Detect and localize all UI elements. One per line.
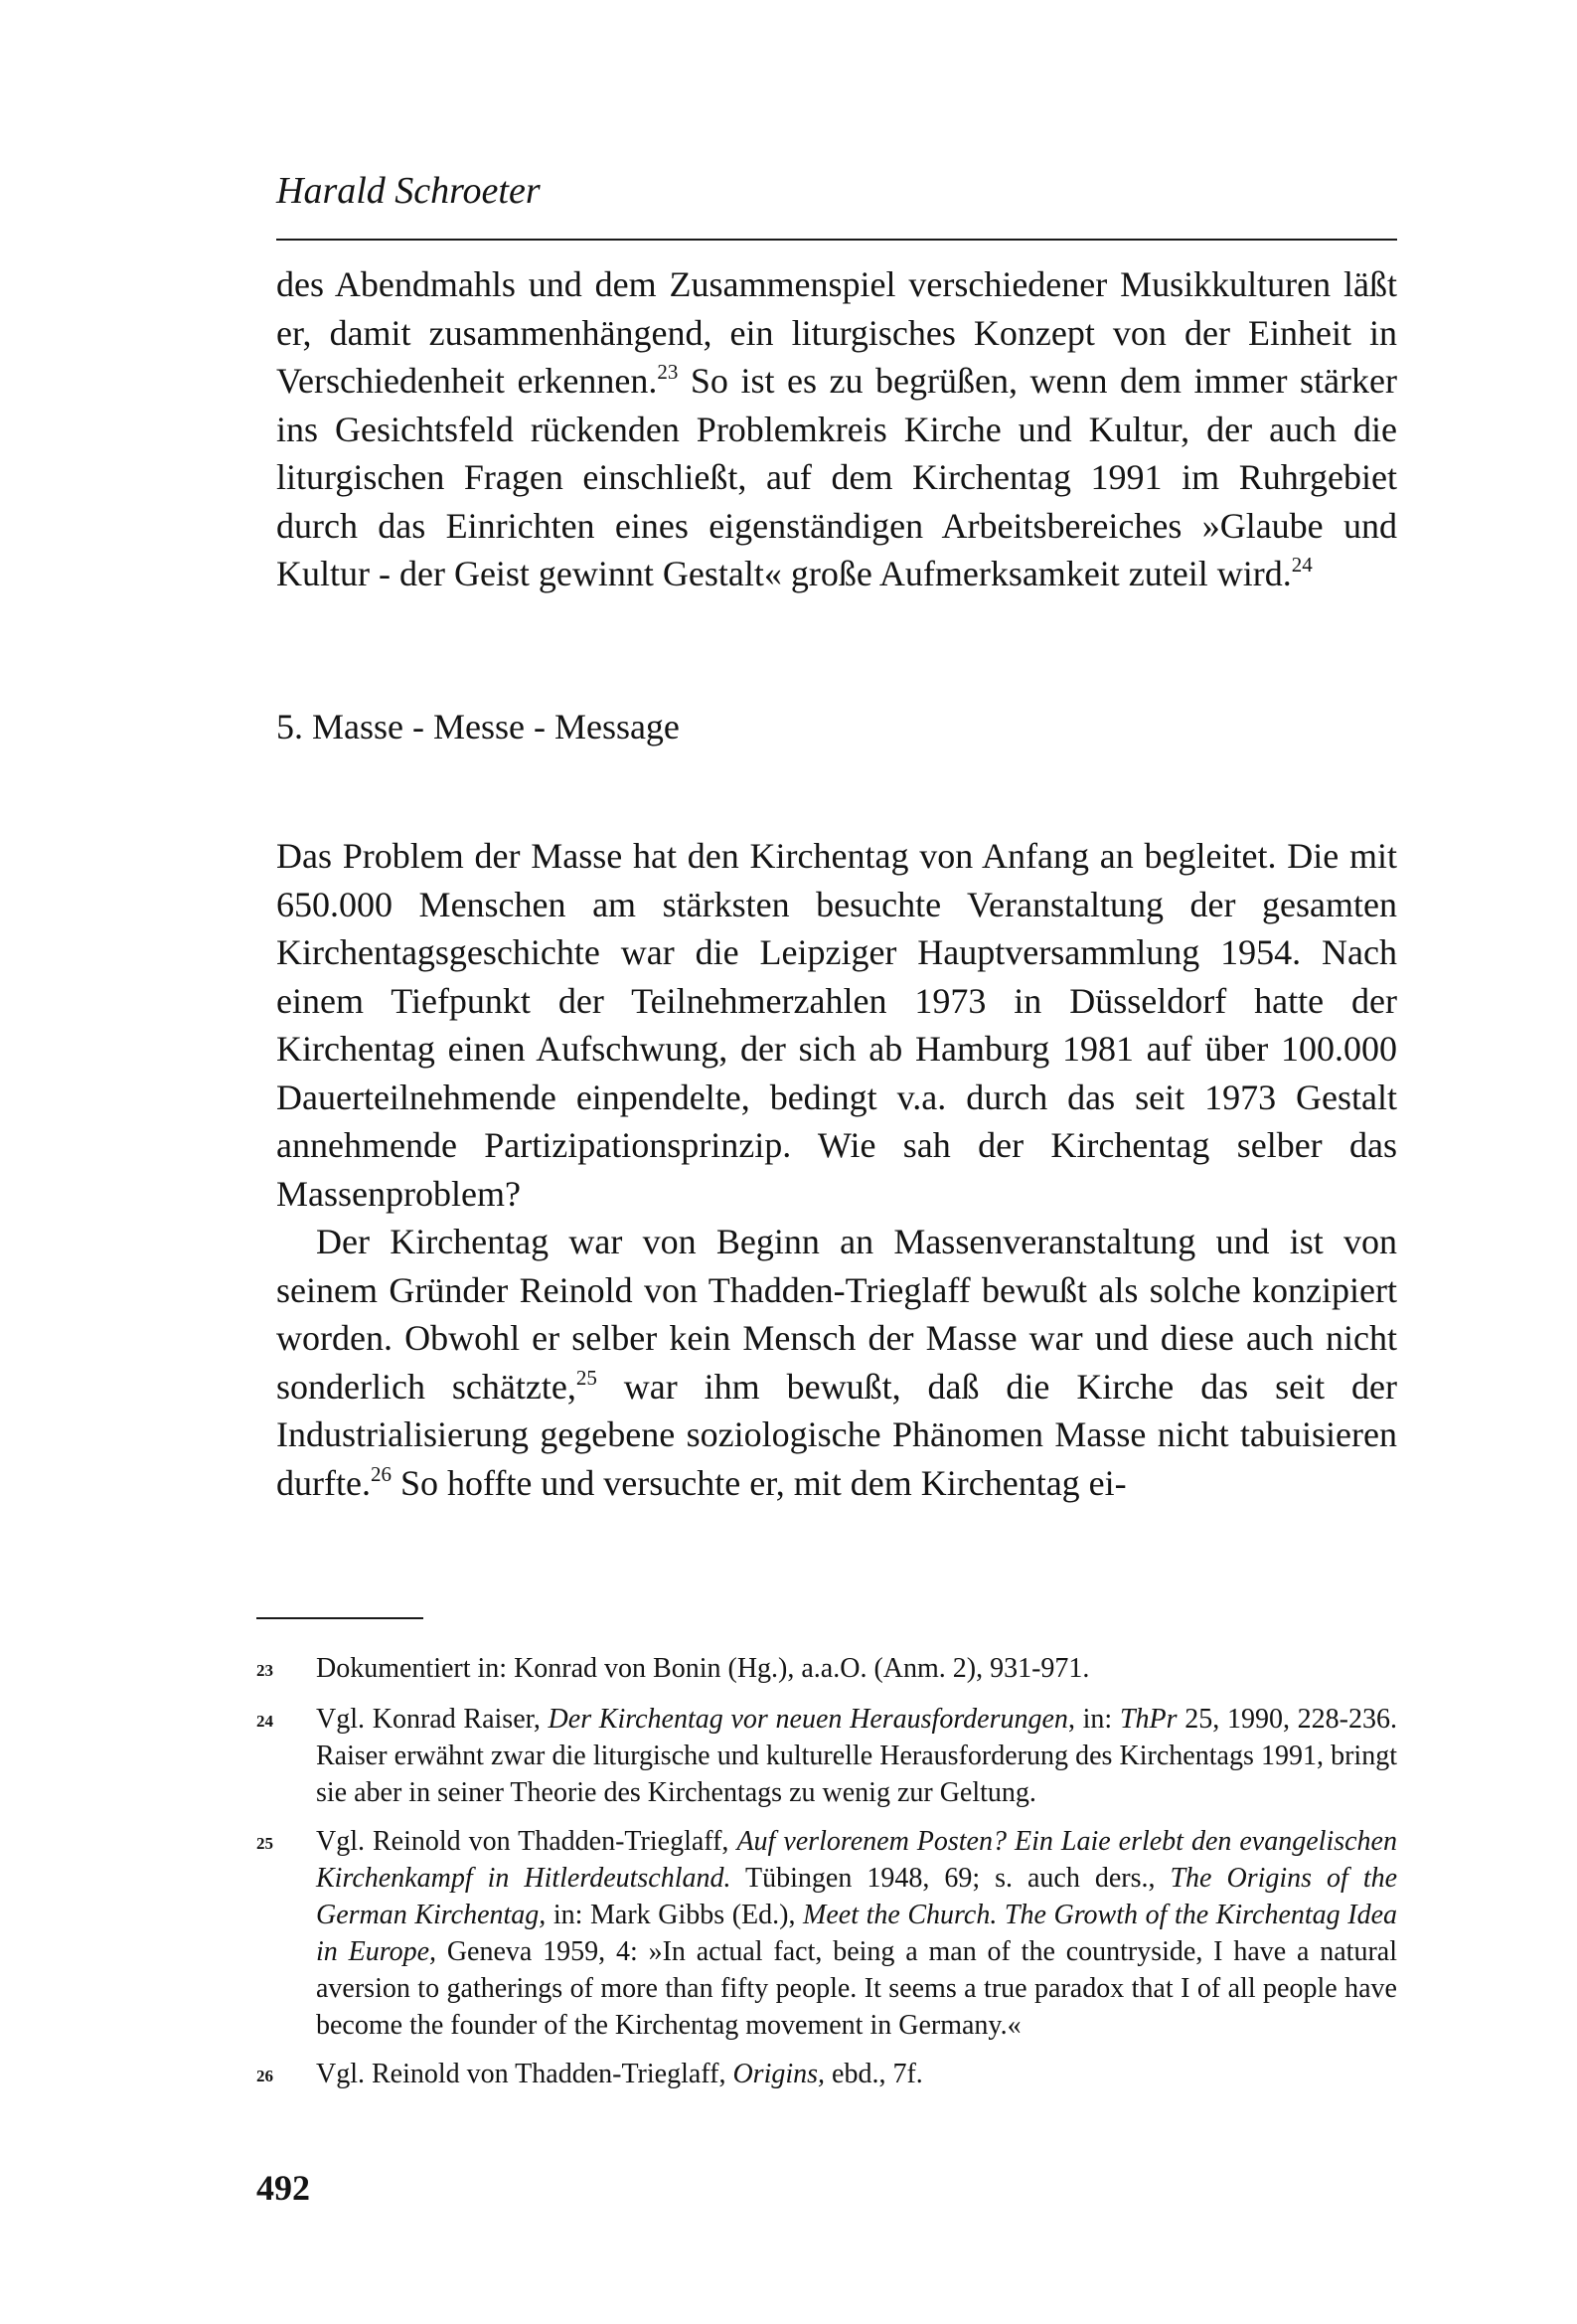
- footnote-text-part: Vgl. Reinold von Thadden-Trieglaff,: [316, 1826, 737, 1857]
- header-rule: [276, 239, 1397, 241]
- footnote-title-italic: Auf verlorenem Posten? Ein Laie erlebt den evangelischen Kirchenkampf in Hitlerdeutschland.: [316, 1826, 1397, 1894]
- footnote-journal-italic: ThPr: [1119, 1704, 1178, 1735]
- footnote-text-part: Vgl. Konrad Raiser,: [316, 1704, 549, 1735]
- paragraph-1: [276, 260, 1397, 598]
- footnote-number: 24: [256, 1712, 273, 1731]
- footnote-title-italic: The Origins of the German Kirchentag,: [316, 1863, 1398, 1930]
- footnote-text-part: in: Mark Gibbs (Ed.),: [546, 1900, 804, 1930]
- paragraph-1-text-b: So ist es zu begrüßen, wenn dem immer stärker ins Gesichtsfeld rückenden Problemkreis Kirche und Kultur, der auch die liturgischen Fragen einschließt, auf dem Kirchentag 1991 im Ruhrgebiet durch das Einrichten eines eigenständigen Arbeitsbereiches »Glaube und Kultur - der Geist gewinnt Gestalt« große Aufmerksamkeit zuteil wird.: [276, 361, 1398, 593]
- footnote-text-part: 25, 1990, 228-236. Raiser erwähnt zwar die liturgische und kulturelle Herausforderung des Kirchentags 1991, bringt sie aber in seiner Theorie des Kirchentags zu wenig zur Geltung.: [316, 1704, 1397, 1808]
- paragraph-3-text-c: So hoffte und versuchte er, mit dem Kirchentag ei-: [391, 1462, 1127, 1503]
- footnote-title-italic: Origins,: [732, 2059, 826, 2089]
- footnote-title-italic: Meet the Church. The Growth of the Kirchentag Idea in Europe,: [316, 1900, 1397, 1967]
- footnote-number: 26: [256, 2067, 273, 2085]
- footnote-24: [256, 1701, 1397, 1811]
- footnote-ref-24: 24: [1291, 553, 1313, 577]
- paragraph-1-text-a: des Abendmahls und dem Zusammenspiel verschiedener Musikkulturen läßt er, damit zusammenhängend, ein liturgisches Konzept von der Einheit in Verschiedenheit erkennen.: [276, 264, 1397, 401]
- footnote-text: Dokumentiert in: Konrad von Bonin (Hg.), a.a.O. (Anm. 2), 931-971.: [316, 1653, 1090, 1684]
- footnote-text-part: Geneva 1959, 4: »In actual fact, being a man of the countryside, I have a natural aversion to gatherings of more than fifty people. It seems a true paradox that I of all people have become the founder of the Kirchentag movement in Germany.«: [316, 1936, 1397, 2041]
- footnote-text: [316, 1823, 1397, 2044]
- footnote-text-part: , in:: [1067, 1704, 1120, 1735]
- footnote-ref-25: 25: [575, 1365, 597, 1390]
- footnote-text: [316, 1701, 1397, 1811]
- footnote-26: [256, 2056, 1397, 2094]
- footnote-23: [256, 1650, 1397, 1689]
- footnote-rule: [256, 1617, 423, 1619]
- footnote-text-part: Vgl. Reinold von Thadden-Trieglaff,: [316, 2059, 733, 2089]
- paragraph-3-text-a: Der Kirchentag war von Beginn an Massenveranstaltung und ist von seinem Gründer Reinold von Thadden-Trieglaff bewußt als solche konzipiert worden. Obwohl er selber kein Mensch der Masse war und diese auch nicht sonderlich schätzte,: [276, 1222, 1397, 1407]
- paragraph-3-text-b: war ihm bewußt, daß die Kirche das seit der Industrialisierung gegebene soziologische Phänomen Masse nicht tabuisieren durfte.: [276, 1366, 1397, 1503]
- running-head: Harald Schroeter: [276, 170, 541, 212]
- footnote-text-part: ebd., 7f.: [825, 2059, 923, 2089]
- footnote-text-part: Tübingen 1948, 69; s. auch ders.,: [730, 1863, 1171, 1894]
- footnote-number: 25: [256, 1834, 273, 1853]
- footnote-ref-23: 23: [657, 360, 679, 384]
- paragraph-2: Das Problem der Masse hat den Kirchentag von Anfang an begleitet. Die mit 650.000 Menschen am stärksten besuchte Veranstaltung der gesamten Kirchentagsgeschichte war die Leipziger Hauptversammlung 1954. Nach einem Tiefpunkt der Teilnehmerzahlen 1973 in Düsseldorf hatte der Kirchentag einen Aufschwung, der sich ab Hamburg 1981 auf über 100.000 Dauerteilnehmende einpendelte, bedingt v.a. durch das seit 1973 Gestalt annehmende Partizipationsprinzip. Wie sah der Kirchentag selber das Massenproblem?: [276, 836, 1397, 1214]
- footnote-ref-26: 26: [370, 1461, 392, 1486]
- section-heading: 5. Masse - Messe - Message: [276, 706, 680, 747]
- footnote-text: [316, 2056, 1397, 2094]
- footnote-title-italic: Der Kirchentag vor neuen Herausforderungen: [548, 1704, 1068, 1735]
- footnote-number: 23: [256, 1661, 273, 1680]
- footnotes: [256, 1650, 1397, 2106]
- footnote-25: [256, 1823, 1397, 2044]
- page-number: 492: [256, 2168, 310, 2208]
- main-text: [276, 260, 1397, 1507]
- paragraph-3: [276, 1218, 1397, 1507]
